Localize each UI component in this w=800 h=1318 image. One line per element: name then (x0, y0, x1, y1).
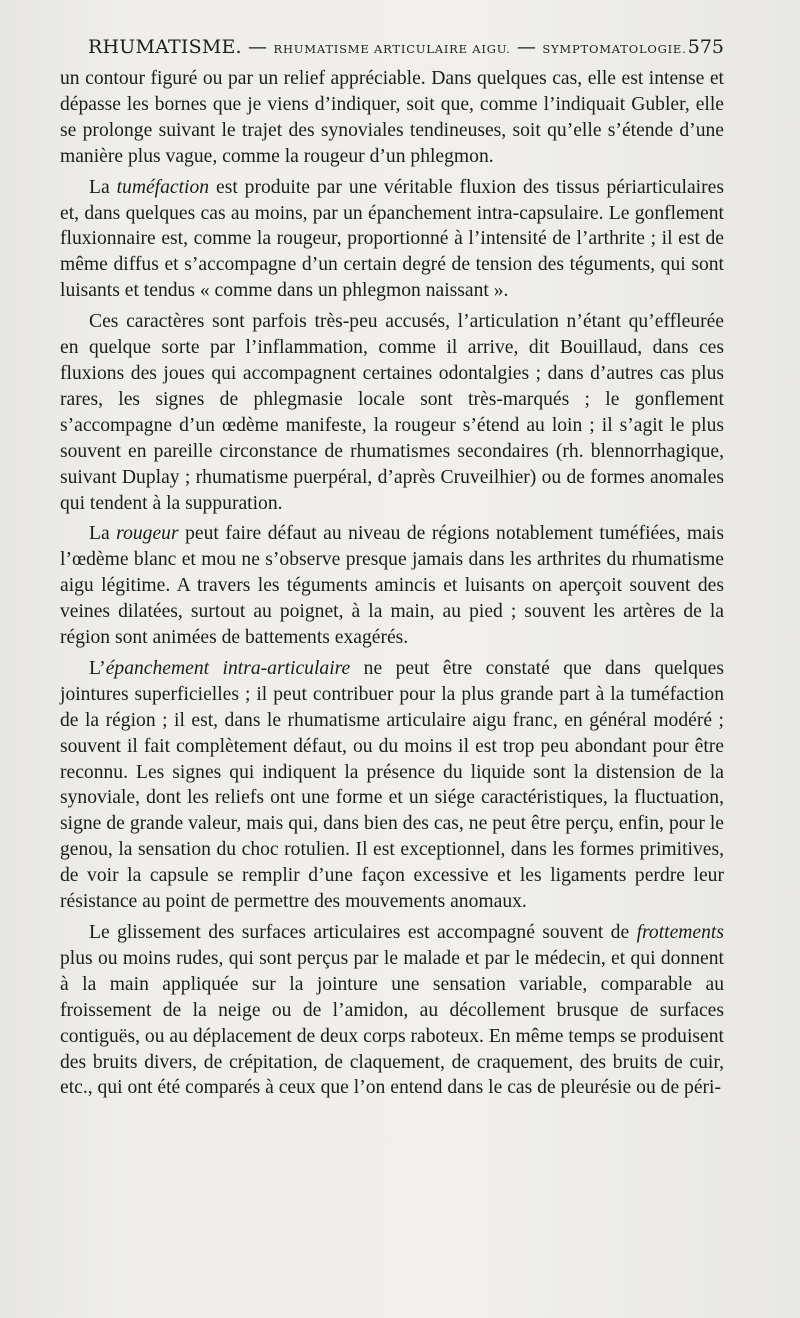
paragraph (60, 656, 724, 915)
running-header (88, 36, 724, 60)
emphasized-term: rougeur (116, 523, 179, 545)
header-dash: — (510, 36, 543, 58)
paragraph-text: Le glissement des surfaces articulaires est accompagné souvent de (89, 922, 637, 943)
body-text (60, 66, 724, 1106)
paragraph-text: est produite par une véritable fluxion des tissus périarticulaires et, dans quelques cas au moins, par un épanchement intra-capsulaire. Le gonflement fluxionnaire est, comme la rougeur, proportionné à l’intensité de l’arthrite ; il est de même diffus et s’accompagne d’un certain degré de tension des téguments, qui sont luisants et tendus « comme dans un phlegmon naissant ». (60, 176, 724, 302)
paragraph-text: La (89, 523, 117, 545)
emphasized-term: tuméfaction (116, 176, 210, 198)
paragraph-text: La (89, 176, 117, 198)
paragraph (60, 175, 724, 305)
paragraph-text: peut faire défaut au niveau de régions notablement tuméfiées, mais l’œdème blanc et mou ne s’observe presque jamais dans les arthrites du rhumatisme aigu légitime. A travers les téguments amincis et luisants on aperçoit souvent des veines dilatées, surtout au poignet, à la main, au pied ; souvent les artères de la région sont animées de battements exagérés. (60, 523, 724, 649)
paragraph (60, 309, 724, 516)
header-dash: — (241, 36, 274, 58)
emphasized-term: frottements (636, 922, 724, 943)
header-subsection: SYMPTOMATOLOGIE. (542, 42, 687, 56)
emphasized-term: épanchement intra-articulaire (105, 657, 351, 679)
paragraph-text: un contour figuré ou par un relief appréciable. Dans quelques cas, elle est intense et dépasse les bornes que je viens d’indiquer, soit que, comme l’indiquait Gubler, elle se prolonge suivant le trajet des synoviales tendineuses, soit qu’elle s’étende d’une manière plus vague, comme la rougeur d’un phlegmon. (60, 68, 724, 167)
paragraph-text: ne peut être constaté que dans quelques jointures superficielles ; il peut contribuer pour la plus grande part à la tuméfaction de la région ; il est, dans le rhumatisme articulaire aigu franc, en général modéré ; souvent il fait complètement défaut, ou du moins il est trop peu abondant pour être reconnu. Les signes qui indiquent la présence du liquide sont la distension de la synoviale, dont les reliefs ont une forme et un siége caractéristiques, la fluctuation, signe de grande valeur, mais qui, dans bien des cas, ne peut être perçu, enfin, pour le genou, la sensation du choc rotulien. Il est exceptionnel, dans les formes primitives, de voir la capsule se remplir d’une façon excessive et les ligaments perdre leur résistance au point de permettre des mouvements anomaux. (60, 657, 724, 913)
page-number: 575 (687, 36, 724, 58)
paragraph-text: plus ou moins rudes, qui sont perçus par le malade et par le médecin, et qui donnent à la main appliquée sur la jointure une sensation variable, comparable au froissement de la neige ou de l’amidon, au décollement brusque de surfaces contiguës, ou au déplacement de deux corps raboteux. En même temps se produisent des bruits divers, de crépitation, de claquement, de craquement, des bruits de cuir, etc., qui ont été comparés à ceux que l’on entend dans le cas de pleurésie ou de péri- (60, 947, 724, 1099)
paragraph-text: Ces caractères sont parfois très-peu accusés, l’articulation n’étant qu’effleurée en quelque sorte par l’inflammation, comme il arrive, dit Bouillaud, dans ces fluxions des joues qui accompagnent certaines odontalgies ; dans d’autres cas plus rares, les signes de phlegmasie locale sont très-marqués ; le gonflement s’accompagne d’un œdème manifeste, la rougeur s’étend au loin ; il s’agit le plus souvent en pareille circonstance de rhumatismes secondaires (rh. blennorrhagique, suivant Duplay ; rhumatisme puerpéral, d’après Cruveilhier) ou de formes anomales qui tendent à la suppuration. (60, 311, 724, 514)
paragraph (60, 920, 724, 1101)
paragraph-text: L’ (89, 657, 106, 679)
paragraph (60, 66, 724, 170)
paragraph (60, 521, 724, 651)
header-section: RHUMATISME ARTICULAIRE AIGU. (273, 42, 511, 56)
running-head-text (88, 36, 687, 58)
header-title: RHUMATISME. (88, 36, 242, 58)
